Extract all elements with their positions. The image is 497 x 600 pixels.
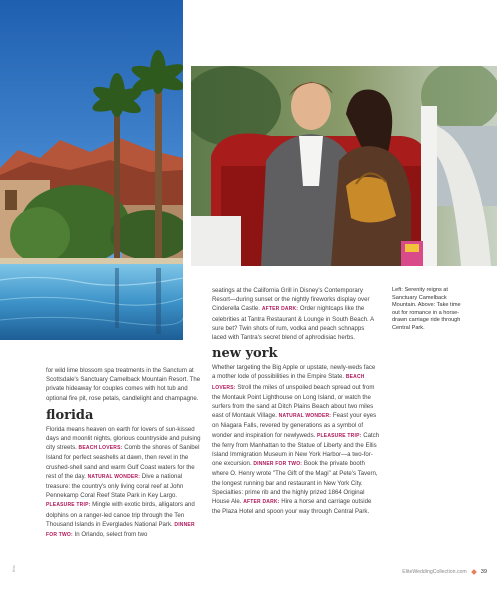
keyword-natural-wonder: NATURAL WONDER: [278,413,332,420]
florida-continued-paragraph [212,286,380,342]
florida-continued-text: seatings at the California Grill in Disney's Contemporary Resort—during sunset or the nightly fireworks display over Cinderella Castle. [212,287,370,313]
florida-intro-text: Florida means heaven on earth for lovers of sun-kissed days and moonlit nights, glorious countryside and pulsing city streets. [46,425,201,452]
keyword-dinner-for-two: DINNER FOR TWO: [253,461,303,468]
florida-paragraph [46,425,202,540]
ny-beach-text: Stroll the miles of unspoiled beach spread out from the Montauk Point Lighthouse on Long Island, or watch the surfers from the sand at Ditch Plains Beach about two miles east of Montauk Village. [212,383,375,420]
ny-nature-text: Feast your eyes on Niagara Falls, revered by generations as a symbol of wonder and inspiration for newlyweds. [212,412,377,439]
keyword-natural-wonder: NATURAL WONDER: [87,473,141,480]
keyword-pleasure-trip: PLEASURE TRIP: [317,432,362,439]
keyword-beach-lovers: BEACH LOVERS: [212,374,365,391]
page-footer [402,569,487,575]
florida-nature-text: Dive a national treasure: the country's only living coral reef at John Pennekamp Coral Reef State Park in Key Largo. [46,472,184,500]
keyword-after-dark: AFTER DARK: [243,499,280,506]
ny-intro-text: Whether targeting the Big Apple or upstate, newly-weds face a mother lode of possibilities in the Empire State. [212,364,376,381]
florida-beach-text: Comb the shores of Sanibel Island for perfect seashells at dawn, then revel in the crushed-shell sand and warm Gulf Coast waters for the rest of the day. [46,444,200,480]
section-title-new-york: new york [212,346,278,362]
carriage-couple-photo [191,66,497,266]
photo-caption: Left: Serenity reigns at Sanctuary Camelback Mountain. Above: Take time out for romance in a horse-drawn carriage ride through Central Park. [392,287,461,331]
intro-paragraph: for wild lime blossom spa treatments in the Sanctum at Scottsdale's Sanctuary Camelback Mountain Resort. The private hideaway for couples comes with hot tub and optional fire pit, rose petals, candlelight and champagne. [46,367,201,402]
column-new-york [212,286,380,516]
florida-after-dark-text: Order nightcaps like the celebrities at Tantra Restaurant & Lounge in South Beach. A sure bet? Twin shots of rum, vodka and peach schnapps laced with Tantra's secret blend of aphrodisiac herbs. [212,305,374,342]
keyword-pleasure-trip: PLEASURE TRIP: [46,502,91,509]
ny-after-dark-text: Hire a horse and carriage outside the Plaza Hotel and spoon your way through Central Park. [212,498,372,516]
column-florida [46,366,202,540]
keyword-beach-lovers: BEACH LOVERS: [78,445,123,452]
florida-dinner-text: In Orlando, select from two [72,531,148,539]
ny-dinner-text: Book the private booth where O. Henry wrote "The Gift of the Magi" at Pete's Tavern, the longest running bar and restaurant in New York City. Specialties: prime rib and the highly prized 1864 Original House Ale. [212,460,378,506]
diamond-icon [471,569,477,575]
ny-pleasure-text: Catch the ferry from Manhattan to the Statue of Liberty and the Ellis Island Immigration Museum in New York Harbor—a two-for-one excursion. [212,431,380,468]
section-title-florida: florida [46,407,94,423]
resort-pool-photo [0,0,183,340]
new-york-paragraph [212,363,380,516]
side-credit: Kiss [12,565,16,572]
keyword-after-dark: AFTER DARK: [261,306,299,313]
footer-website: EliteWeddingCollection.com [402,569,467,575]
florida-pleasure-text: Mingle with exotic birds, alligators and dolphins on a ranger-led canoe trip through the Ten Thousand Islands in Everglades National Park. [46,501,195,528]
page-number: 39 [480,569,487,575]
keyword-dinner-for-two: DINNER FOR TWO: [46,521,195,539]
